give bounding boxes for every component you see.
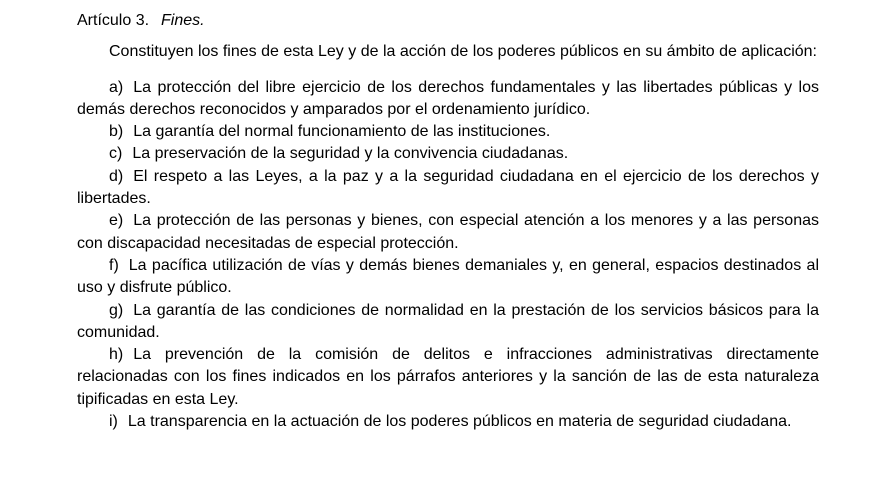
list-item-text: La pacífica utilización de vías y demás bienes demaniales y, en general, espacios destinados al uso y disfrute público. (77, 256, 819, 297)
list-item (77, 210, 819, 255)
list-item (77, 166, 819, 211)
list-item-text: La preservación de la seguridad y la convivencia ciudadanas. (132, 145, 569, 163)
article-subtitle: Fines. (161, 12, 205, 29)
list-item-letter: d) (109, 167, 124, 185)
list-item-letter: e) (109, 212, 124, 230)
list-item (77, 344, 819, 411)
list-item-letter: b) (109, 123, 124, 141)
list-item-text: La garantía del normal funcionamiento de las instituciones. (133, 123, 551, 141)
article-title: Artículo 3. (77, 12, 150, 29)
document-page (77, 10, 819, 433)
list-item-text: La protección del libre ejercicio de los derechos fundamentales y las libertades públicas y los demás derechos reconocidos y amparados por el ordenamiento jurídico. (77, 78, 819, 118)
list-item-letter: c) (109, 145, 123, 163)
list-item-text: La transparencia en la actuación de los poderes públicos en materia de seguridad ciudadana. (127, 413, 792, 431)
article-heading (77, 10, 819, 32)
intro-paragraph: Constituyen los fines de esta Ley y de la acción de los poderes públicos en su ámbito de aplicación: (109, 43, 817, 61)
list-item-letter: i) (109, 413, 118, 431)
list-item (77, 143, 819, 165)
list-item-letter: h) (109, 346, 124, 364)
list-item-letter: f) (109, 256, 119, 274)
list-item (77, 77, 819, 122)
list-item (77, 121, 819, 143)
list-item-text: La garantía de las condiciones de normalidad en la prestación de los servicios básicos para la comunidad. (77, 301, 819, 341)
list-item-text: La prevención de la comisión de delitos e infracciones administrativas directamente relacionadas con los fines indicados en los párrafos anteriores y la sanción de las de esta naturaleza tipificadas en esta Ley. (77, 346, 819, 408)
purposes-list (77, 77, 819, 434)
list-item-letter: g) (109, 301, 124, 319)
list-item-letter: a) (109, 78, 124, 96)
list-item (77, 411, 819, 433)
list-item-text: El respeto a las Leyes, a la paz y a la seguridad ciudadana en el ejercicio de los derechos y libertades. (77, 167, 819, 208)
list-item-text: La protección de las personas y bienes, con especial atención a los menores y a las personas con discapacidad necesitadas de especial protección. (77, 212, 819, 252)
list-item (77, 255, 819, 300)
list-item (77, 300, 819, 345)
